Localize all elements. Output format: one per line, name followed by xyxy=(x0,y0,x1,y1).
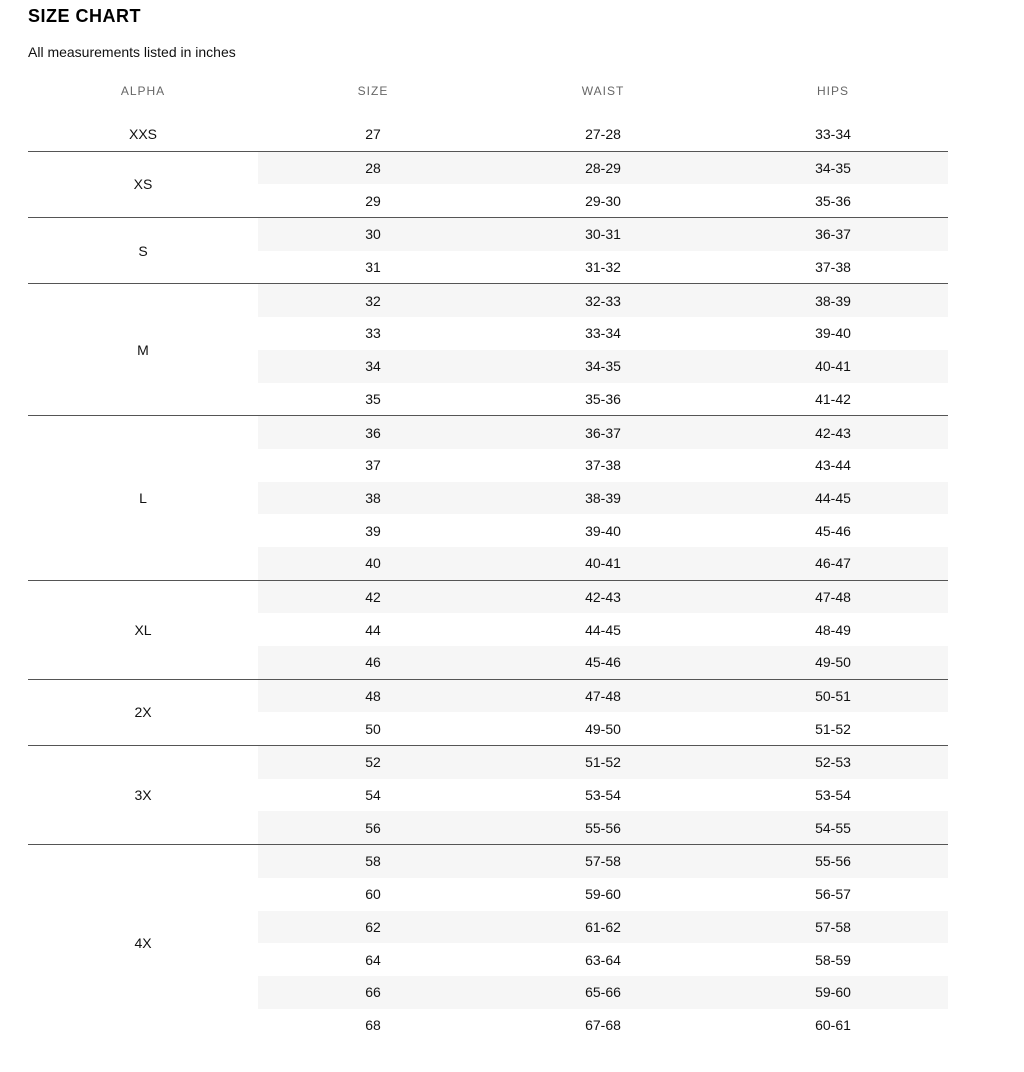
hips-cell: 43-44 xyxy=(815,457,851,474)
size-cell: 66 xyxy=(365,984,381,1001)
size-cell: 38 xyxy=(365,489,381,506)
group-rows xyxy=(258,284,948,415)
table-row xyxy=(258,317,948,350)
size-cell: 48 xyxy=(365,688,381,705)
size-cell: 56 xyxy=(365,819,381,836)
hips-cell: 56-57 xyxy=(815,886,851,903)
hips-cell: 55-56 xyxy=(815,853,851,870)
waist-cell: 45-46 xyxy=(585,654,621,671)
table-row xyxy=(258,284,948,317)
hips-cell: 59-60 xyxy=(815,984,851,1001)
waist-cell: 36-37 xyxy=(585,424,621,441)
hips-cell: 45-46 xyxy=(815,522,851,539)
waist-cell: 67-68 xyxy=(585,1016,621,1033)
size-cell: 33 xyxy=(365,325,381,342)
table-row xyxy=(258,746,948,779)
waist-cell: 47-48 xyxy=(585,688,621,705)
hips-cell: 37-38 xyxy=(815,259,851,276)
waist-cell: 30-31 xyxy=(585,226,621,243)
waist-cell: 34-35 xyxy=(585,358,621,375)
size-cell: 44 xyxy=(365,621,381,638)
table-row xyxy=(258,646,948,679)
hips-cell: 42-43 xyxy=(815,424,851,441)
waist-cell: 55-56 xyxy=(585,819,621,836)
waist-cell: 37-38 xyxy=(585,457,621,474)
size-group xyxy=(28,217,948,283)
table-header-row xyxy=(28,80,948,102)
table-row xyxy=(258,943,948,976)
waist-cell: 65-66 xyxy=(585,984,621,1001)
hips-cell: 52-53 xyxy=(815,754,851,771)
table-row xyxy=(258,581,948,614)
table-row xyxy=(258,449,948,482)
hips-cell: 51-52 xyxy=(815,720,851,737)
size-cell: 37 xyxy=(365,457,381,474)
size-cell: 64 xyxy=(365,951,381,968)
group-rows xyxy=(258,845,948,1041)
table-row xyxy=(258,152,948,185)
waist-cell: 44-45 xyxy=(585,621,621,638)
hips-cell: 41-42 xyxy=(815,390,851,407)
hips-cell: 44-45 xyxy=(815,489,851,506)
group-rows xyxy=(258,218,948,283)
size-group xyxy=(28,151,948,217)
header-waist: WAIST xyxy=(581,84,625,98)
hips-cell: 58-59 xyxy=(815,951,851,968)
table-row xyxy=(258,482,948,515)
waist-cell: 63-64 xyxy=(585,951,621,968)
hips-cell: 54-55 xyxy=(815,819,851,836)
hips-cell: 40-41 xyxy=(815,358,851,375)
waist-cell: 33-34 xyxy=(585,325,621,342)
waist-cell: 49-50 xyxy=(585,720,621,737)
size-cell: 62 xyxy=(365,918,381,935)
waist-cell: 38-39 xyxy=(585,489,621,506)
hips-cell: 47-48 xyxy=(815,588,851,605)
size-cell: 58 xyxy=(365,853,381,870)
waist-cell: 31-32 xyxy=(585,259,621,276)
group-rows xyxy=(258,416,948,579)
table-row xyxy=(258,712,948,745)
table-row xyxy=(258,514,948,547)
alpha-size-cell: 4X xyxy=(134,935,152,952)
group-rows xyxy=(258,581,948,679)
waist-cell: 28-29 xyxy=(585,160,621,177)
size-group xyxy=(28,745,948,844)
table-row xyxy=(258,976,948,1009)
alpha-size-cell: XXS xyxy=(128,126,157,143)
table-row xyxy=(258,118,948,151)
hips-cell: 49-50 xyxy=(815,654,851,671)
size-group xyxy=(28,580,948,679)
size-cell: 52 xyxy=(365,754,381,771)
alpha-size-cell: S xyxy=(138,242,148,259)
size-cell: 32 xyxy=(365,292,381,309)
table-row xyxy=(258,547,948,580)
size-cell: 29 xyxy=(365,192,381,209)
table-row xyxy=(258,779,948,812)
size-chart-table xyxy=(28,80,948,1041)
alpha-size-cell: 3X xyxy=(134,787,152,804)
table-row xyxy=(258,1009,948,1042)
waist-cell: 61-62 xyxy=(585,918,621,935)
size-cell: 54 xyxy=(365,787,381,804)
size-cell: 31 xyxy=(365,259,381,276)
table-row xyxy=(258,911,948,944)
hips-cell: 46-47 xyxy=(815,555,851,572)
page-subtitle: All measurements listed in inches xyxy=(28,44,236,60)
page-title: SIZE CHART xyxy=(28,6,141,26)
hips-cell: 50-51 xyxy=(815,688,851,705)
size-cell: 35 xyxy=(365,390,381,407)
hips-cell: 53-54 xyxy=(815,787,851,804)
header-alpha: ALPHA xyxy=(120,84,166,98)
group-rows xyxy=(258,680,948,745)
table-row xyxy=(258,680,948,713)
size-group xyxy=(28,283,948,415)
hips-cell: 39-40 xyxy=(815,325,851,342)
table-row xyxy=(258,350,948,383)
waist-cell: 32-33 xyxy=(585,292,621,309)
hips-cell: 38-39 xyxy=(815,292,851,309)
size-cell: 27 xyxy=(365,126,381,143)
size-group xyxy=(28,118,948,151)
waist-cell: 29-30 xyxy=(585,192,621,209)
group-rows xyxy=(258,746,948,844)
waist-cell: 57-58 xyxy=(585,853,621,870)
hips-cell: 57-58 xyxy=(815,918,851,935)
table-row xyxy=(258,878,948,911)
table-row xyxy=(258,218,948,251)
size-cell: 28 xyxy=(365,160,381,177)
alpha-size-cell: 2X xyxy=(134,704,152,721)
waist-cell: 53-54 xyxy=(585,787,621,804)
size-cell: 34 xyxy=(365,358,381,375)
waist-cell: 51-52 xyxy=(585,754,621,771)
table-row xyxy=(258,811,948,844)
hips-cell: 33-34 xyxy=(815,126,851,143)
waist-cell: 40-41 xyxy=(585,555,621,572)
table-row xyxy=(258,251,948,284)
waist-cell: 42-43 xyxy=(585,588,621,605)
size-group xyxy=(28,415,948,579)
hips-cell: 36-37 xyxy=(815,226,851,243)
size-cell: 60 xyxy=(365,886,381,903)
table-row xyxy=(258,383,948,416)
group-rows xyxy=(258,118,948,151)
size-group xyxy=(28,844,948,1041)
alpha-size-cell: XL xyxy=(134,621,152,638)
waist-cell: 59-60 xyxy=(585,886,621,903)
alpha-size-cell: L xyxy=(139,489,147,506)
hips-cell: 35-36 xyxy=(815,192,851,209)
size-cell: 36 xyxy=(365,424,381,441)
table-row xyxy=(258,184,948,217)
header-hips: HIPS xyxy=(816,84,849,98)
size-cell: 40 xyxy=(365,555,381,572)
waist-cell: 39-40 xyxy=(585,522,621,539)
size-cell: 50 xyxy=(365,720,381,737)
size-cell: 46 xyxy=(365,654,381,671)
group-rows xyxy=(258,152,948,217)
size-cell: 42 xyxy=(365,588,381,605)
hips-cell: 34-35 xyxy=(815,160,851,177)
hips-cell: 60-61 xyxy=(815,1016,851,1033)
size-cell: 68 xyxy=(365,1016,381,1033)
table-row xyxy=(258,845,948,878)
size-cell: 39 xyxy=(365,522,381,539)
alpha-size-cell: M xyxy=(137,341,149,358)
waist-cell: 27-28 xyxy=(585,126,621,143)
waist-cell: 35-36 xyxy=(585,390,621,407)
table-row xyxy=(258,416,948,449)
hips-cell: 48-49 xyxy=(815,621,851,638)
size-groups xyxy=(28,118,948,1041)
alpha-size-cell: XS xyxy=(133,176,153,193)
table-row xyxy=(258,613,948,646)
size-group xyxy=(28,679,948,745)
header-size: SIZE xyxy=(357,84,389,98)
size-cell: 30 xyxy=(365,226,381,243)
